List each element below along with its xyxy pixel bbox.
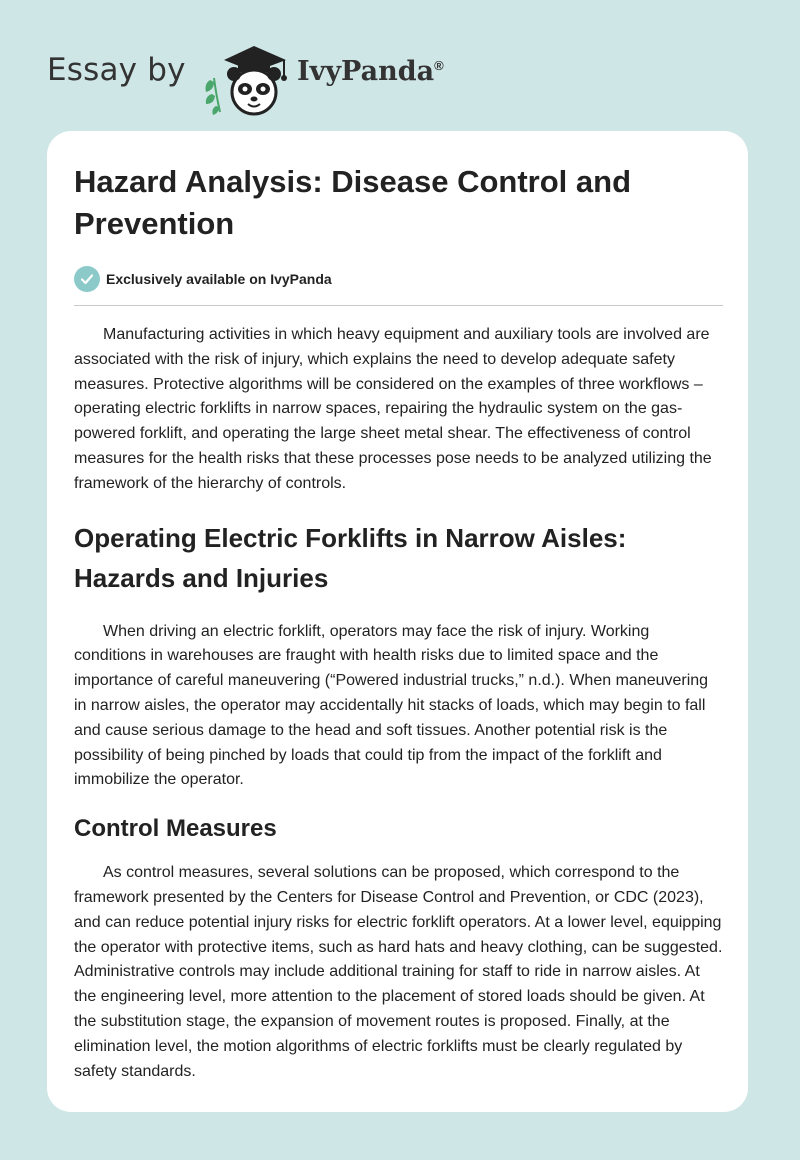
divider	[74, 305, 723, 306]
article-card	[47, 131, 748, 1112]
registered-mark: ®	[434, 58, 444, 73]
brand-name[interactable]: IvyPanda®	[297, 56, 444, 87]
panda-graduate-logo-icon[interactable]	[202, 36, 297, 116]
control-measures-paragraph: As control measures, several solutions can be proposed, which correspond to the framework presented by the Centers for Disease Control and Prevention, or CDC (2023), and can reduce potential injury risks for electric forklift operators. At a lower level, equipping the operator with protective items, such as hard hats and heavy clothing, can be suggested. Administrative controls may include additional training for staff to ride in narrow aisles. At the engineering level, more attention to the placement of stored loads should be given. At the substitution stage, the expansion of movement routes is proposed. Finally, at the elimination level, the motion algorithms of electric forklifts must be clearly regulated by safety standards.	[74, 864, 723, 1080]
article-body	[74, 161, 723, 1084]
forklift-hazards-paragraph: When driving an electric forklift, operators may face the risk of injury. Working conditions in warehouses are fraught with health risks due to limited space and the importance of careful maneuvering (“Powered industrial trucks,” n.d.). When maneuvering in narrow aisles, the operator may accidentally hit stacks of loads, which may begin to fall and cause serious damage to the head and soft tissues. Another potential risk is the possibility of being pinched by loads that could tip from the impact of the forklift and immobilize the operator.	[74, 622, 709, 789]
site-header	[47, 28, 547, 108]
check-icon	[74, 266, 100, 292]
section-heading-forklifts: Operating Electric Forklifts in Narrow Aisles: Hazards and Injuries	[74, 522, 627, 593]
article-title: Hazard Analysis: Disease Control and Prevention	[74, 164, 632, 241]
exclusive-badge	[74, 265, 723, 293]
subsection-heading-control-measures: Control Measures	[74, 815, 277, 843]
exclusive-badge-label: Exclusively available on IvyPanda	[106, 271, 332, 287]
essay-by-label: Essay by	[47, 52, 186, 88]
intro-paragraph: Manufacturing activities in which heavy equipment and auxiliary tools are involved are associated with the risk of injury, which explains the need to develop adequate safety measures. Protective algorithms will be considered on the examples of three workflows – operating electric forklifts in narrow spaces, repairing the hydraulic system on the gas-powered forklift, and operating the large sheet metal shear. The effectiveness of control measures for the health risks that these processes pose needs to be analyzed utilizing the framework of the hierarchy of controls.	[74, 326, 712, 492]
